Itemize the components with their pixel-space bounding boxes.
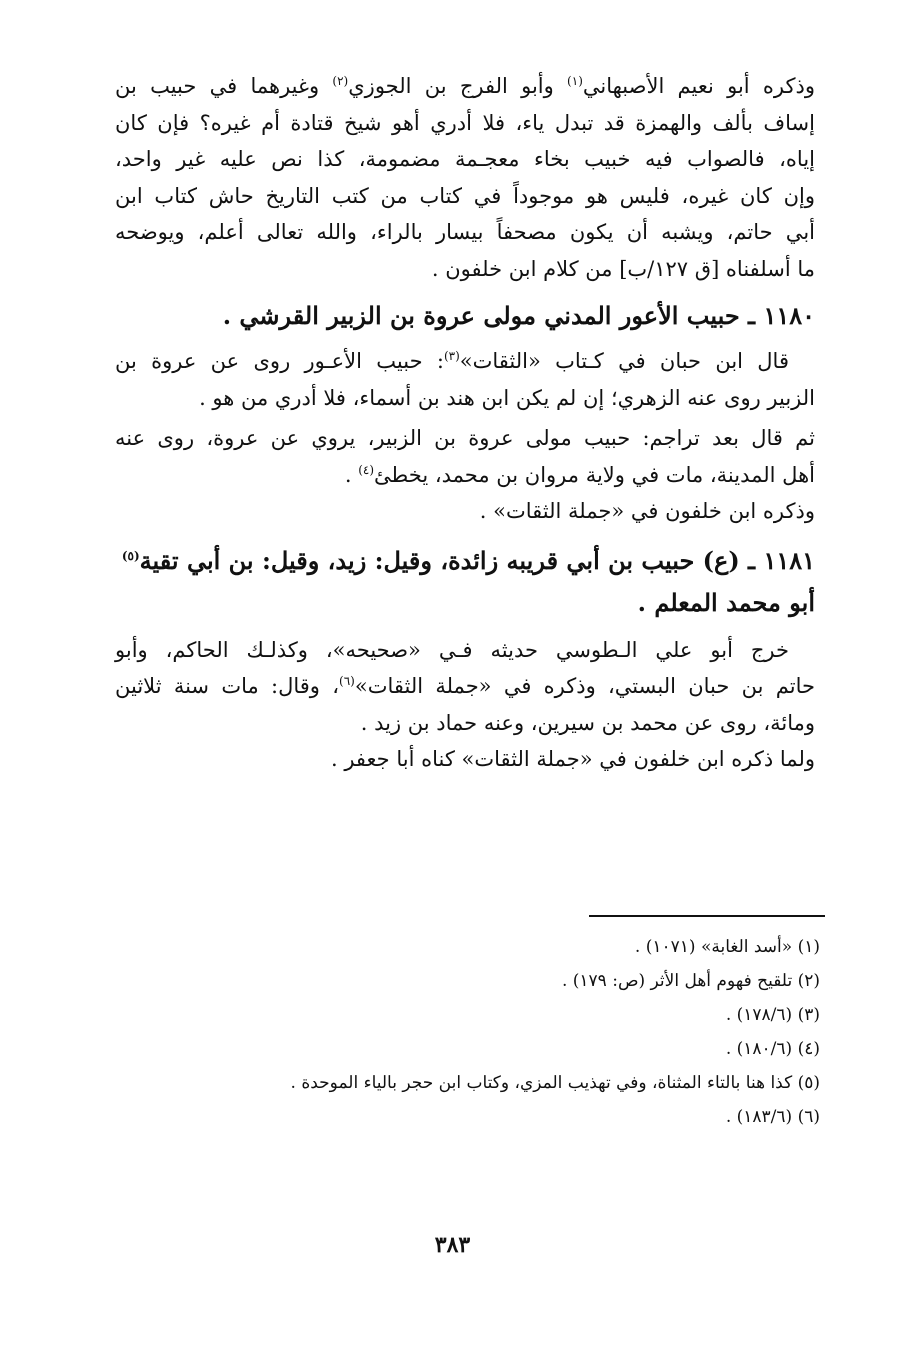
- page-number: ٣٨٣: [434, 1232, 471, 1258]
- entry-heading-1181-cont: أبو محمد المعلم .: [637, 587, 815, 617]
- footnote-marker[interactable]: (١): [567, 74, 583, 88]
- text-segment: وأبو الفرج بن الجوزي: [348, 74, 568, 98]
- paragraph-line: [115, 420, 815, 457]
- text-segment: ومائة، روى عن محمد بن سيرين، وعنه حماد بن زيد .: [360, 710, 815, 735]
- text-segment: وذكره أبو نعيم الأصبهاني: [582, 74, 815, 98]
- text-segment: أبي حاتم، ويشبه أن يكون مصحفاً بيسار بالراء، والله تعالى أعلم، ويوضحه: [115, 220, 815, 244]
- text-segment: : حبيب الأعـور روى عن عروة بن: [115, 349, 444, 373]
- text-segment: .: [344, 462, 359, 487]
- text-segment: قال ابن حبان في كـتاب «الثقات»: [459, 349, 789, 373]
- text-segment: وغيرهما في حبيب بن: [115, 74, 333, 98]
- heading-text: ١١٨١ ـ (ع) حبيب بن أبي قريبه زائدة، وقيل: زيد، وقيل: بن أبي تقية: [139, 545, 815, 575]
- paragraph-line: [115, 68, 815, 105]
- text-segment: أهل المدينة، مات في ولاية مروان بن محمد، يخطئ: [374, 462, 815, 487]
- paragraph-line: [115, 457, 815, 494]
- text-segment: ثم قال بعد تراجم: حبيب مولى عروة بن الزبير، يروي عن عروة، روى عنه: [115, 426, 815, 450]
- text-segment: إساف بألف والهمزة قد تبدل ياء، فلا أدري أهو شيخ قتادة أم غيره؟ فإن كان: [115, 110, 815, 135]
- paragraph-line: [115, 741, 815, 778]
- footnote-marker[interactable]: (٣): [443, 349, 460, 363]
- footnote-marker[interactable]: (٥): [121, 548, 140, 563]
- text-segment: الزبير روى عنه الزهري؛ إن لم يكن ابن هند بن أسماء، فلا أدري من هو .: [199, 385, 815, 410]
- paragraph-line: [115, 105, 815, 142]
- footnote-5: (٥) كذا هنا بالتاء المثناة، وفي تهذيب المزي، وكتاب ابن حجر بالياء الموحدة .: [290, 1073, 820, 1093]
- footnote-2: (٢) تلقيح فهوم أهل الأثر (ص: ١٧٩) .: [561, 971, 820, 991]
- paragraph-line: [115, 705, 815, 742]
- entry-heading-1181: [115, 540, 815, 582]
- text-segment: ولما ذكره ابن خلفون في «جملة الثقات» كناه أبا جعفر .: [330, 747, 815, 771]
- paragraph-line: [115, 251, 815, 288]
- footnote-marker[interactable]: (٦): [339, 674, 355, 688]
- entry-heading-1180: ١١٨٠ ـ حبيب الأعور المدني مولى عروة بن الزبير القرشي .: [222, 301, 815, 330]
- footnote-4: (٤) (١٨٠/٦) .: [725, 1039, 820, 1059]
- paragraph-line: [115, 214, 815, 251]
- paragraph-line: [115, 668, 815, 705]
- footnotes: [120, 930, 820, 1134]
- text-segment: إياه، فالصواب فيه خبيب بخاء معجـمة مضمومة، كذا نص عليه غير واحد،: [115, 147, 815, 171]
- footnote-1: (١) «أسد الغابة» (١٠٧١) .: [634, 937, 820, 957]
- footnote-6: (٦) (١٨٣/٦) .: [725, 1107, 820, 1127]
- footnote-marker[interactable]: (٤): [358, 462, 375, 477]
- paragraph-line: [115, 343, 815, 380]
- footnote-3: (٣) (١٧٨/٦) .: [725, 1005, 820, 1025]
- text-segment: خرج أبو علي الـطوسي حديثه فـي «صحيحه»، وكذلـك الحاكم، وأبو: [115, 637, 789, 662]
- paragraph-line: [115, 380, 815, 417]
- main-text: [115, 68, 815, 778]
- footnote-marker[interactable]: (٢): [332, 74, 349, 88]
- paragraph-line: [115, 141, 815, 178]
- text-segment: ، وقال: مات سنة ثلاثين: [115, 674, 340, 698]
- text-segment: وإن كان غيره، فليس هو موجوداً في كتاب من كتب التاريخ حاش كتاب ابن: [115, 183, 815, 208]
- paragraph-line: [115, 493, 815, 530]
- footnote-separator: [589, 915, 825, 917]
- paragraph-line: [115, 178, 815, 215]
- paragraph-line: [115, 632, 815, 669]
- text-segment: حاتم بن حبان البستي، وذكره في «جملة الثقات»: [354, 674, 815, 698]
- text-segment: وذكره ابن خلفون في «جملة الثقات» .: [479, 499, 815, 523]
- text-segment: ما أسلفناه [ق ١٢٧/ب] من كلام ابن خلفون .: [431, 256, 815, 281]
